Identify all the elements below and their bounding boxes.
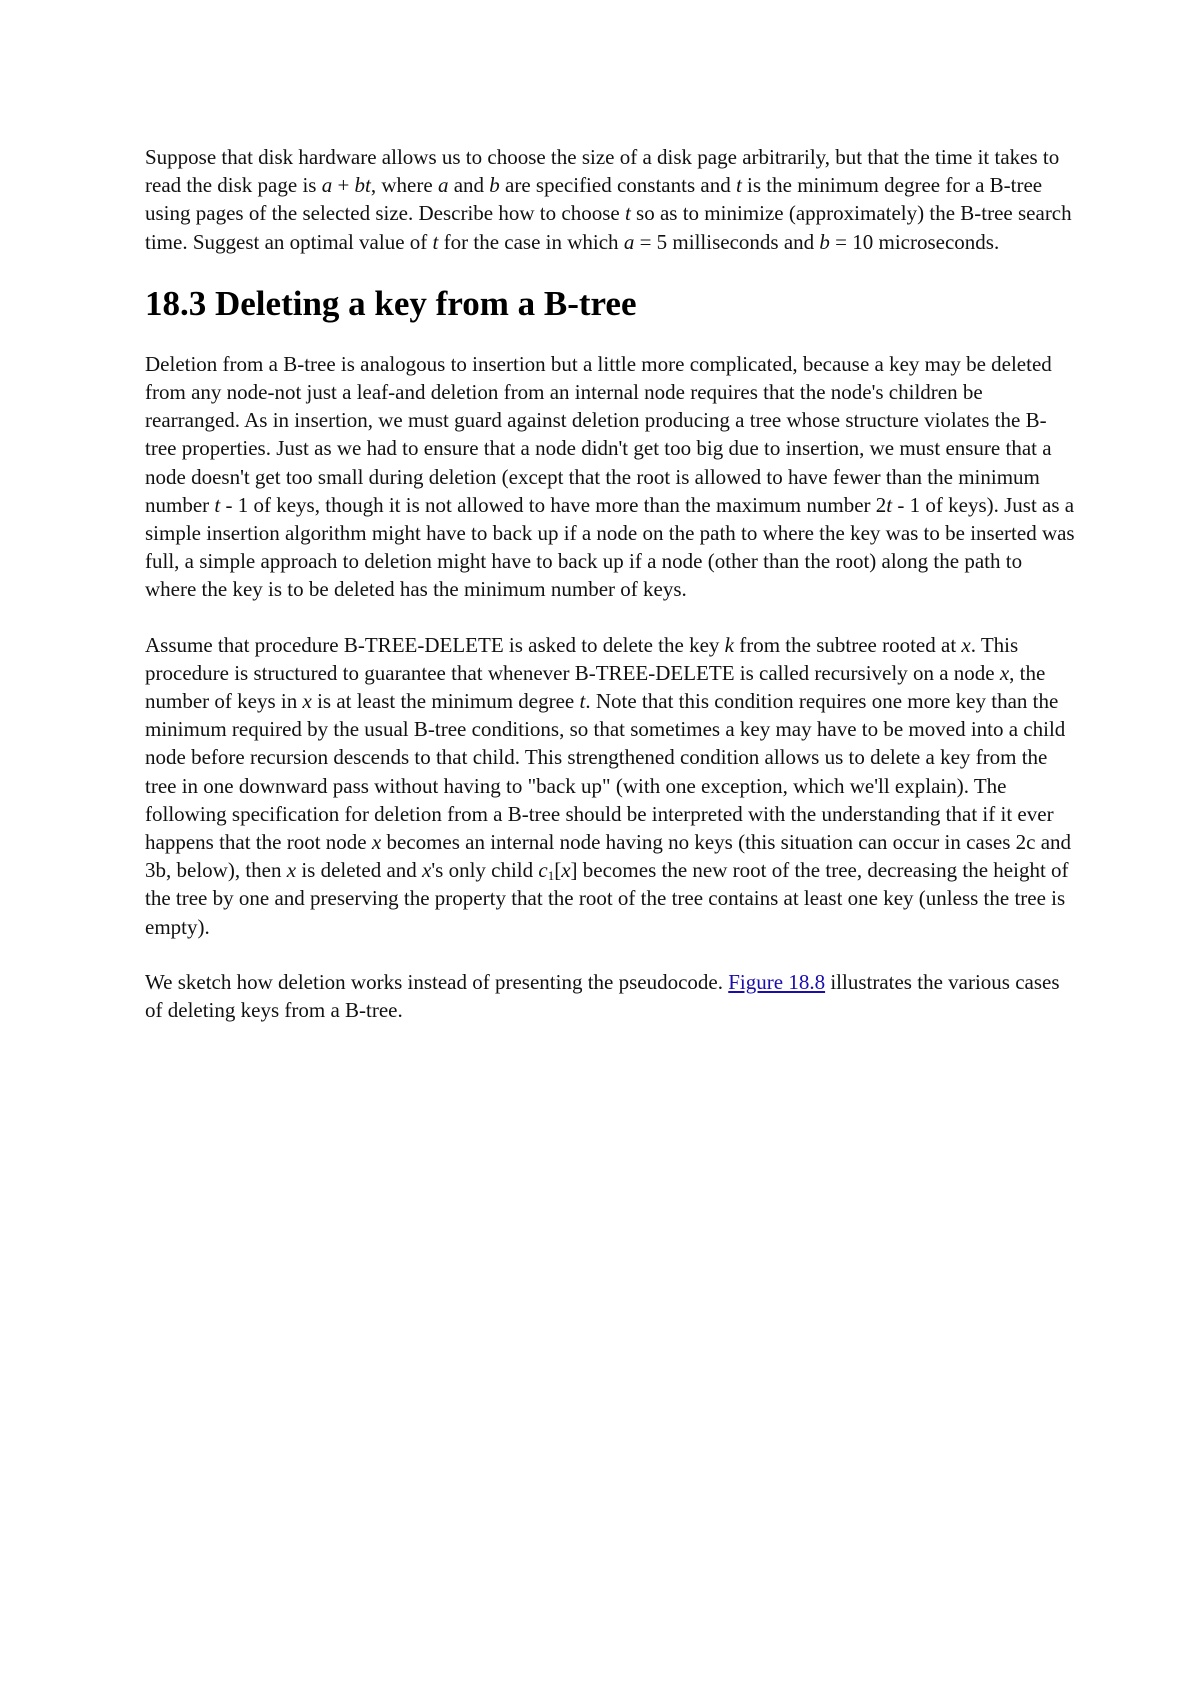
text-run: illustrates the various cases of deleting keys from a B-tree. — [145, 969, 1060, 1023]
math-var-a: a — [623, 229, 635, 254]
text-run: , where — [370, 173, 438, 198]
math-var-t: t — [214, 492, 221, 517]
text-run: ] becomes the new root of the tree, decreasing the height of the tree by one and preserving the property that the root of the tree contains at least one key (unless the tree is empty). — [145, 858, 1069, 939]
math-var-x: x — [302, 689, 312, 714]
text-run: 's only child — [431, 858, 539, 883]
text-run: is deleted and — [296, 858, 423, 883]
text-run: . This procedure is structured to guarantee that whenever B-TREE-DELETE is called recursively on a node — [145, 632, 1019, 685]
math-var-x: x — [999, 660, 1010, 685]
math-var-t: t — [735, 173, 742, 198]
text-run: = 10 microseconds. — [829, 229, 1000, 254]
paragraph-exercise — [145, 143, 1075, 256]
math-var-a: a — [321, 173, 333, 198]
text-run: + — [332, 173, 355, 198]
text-run: so as to minimize (approximately) the B-tree search time. Suggest an optimal value of — [145, 201, 1072, 254]
text-run: becomes an internal node having no keys (this situation can occur in cases 2c and 3b, below), then — [145, 830, 1072, 883]
text-run: from the subtree rooted at — [733, 632, 962, 657]
text-run: = 5 milliseconds and — [634, 229, 820, 254]
math-var-bt: bt — [354, 173, 371, 198]
paragraph-deletion-intro — [145, 350, 1075, 604]
text-run: is the minimum degree for a B-tree using pages of the selected size. Describe how to choose — [145, 173, 1043, 226]
paragraph-b-tree-delete — [145, 631, 1075, 941]
section-heading: 18.3 Deleting a key from a B-tree — [145, 283, 637, 323]
paragraph-figure-reference — [145, 968, 1075, 1024]
text-run: and — [448, 173, 490, 198]
text-run: Suppose that disk hardware allows us to choose the size of a disk page arbitrarily, but that the time it takes to read the disk page is — [145, 145, 1060, 198]
math-var-k: k — [724, 632, 734, 657]
text-run: . Note that this condition requires one more key than the minimum required by the usual B-tree conditions, so that sometimes a key may have to be moved into a child node before recursion descends to that child. This strengthened condition allows us to delete a key from the tree in one downward pass without having to "back up" (with one exception, which we'll explain). The following specification for deletion from a B-tree should be interpreted with the understanding that if it ever happens that the root node — [145, 689, 1066, 855]
math-var-x: x — [371, 830, 382, 855]
text-run: is at least the minimum degree — [311, 689, 580, 714]
document-page — [145, 143, 1075, 1051]
text-run: - 1 of keys, though it is not allowed to have more than the maximum number 2 — [220, 492, 887, 517]
text-run: - 1 of keys). Just as a simple insertion algorithm might have to back up if a node on the path to where the key was to be inserted was full, a simple approach to deletion might have to back up if a node (other than the root) along the path to where the key is to be deleted has the minimum number of keys. — [145, 492, 1075, 602]
math-var-b: b — [489, 173, 500, 198]
figure-18-8-link[interactable]: Figure 18.8 — [728, 969, 826, 994]
math-var-c: c — [538, 858, 548, 883]
text-run: are specified constants and — [499, 173, 736, 198]
math-var-x: x — [561, 858, 571, 883]
math-var-x: x — [286, 858, 297, 883]
math-var-t: t — [886, 492, 893, 517]
text-run: , the number of keys in — [145, 660, 1046, 714]
text-run: Assume that procedure B-TREE-DELETE is asked to delete the key — [145, 632, 725, 657]
math-var-x: x — [422, 858, 432, 883]
math-var-t: t — [579, 689, 586, 714]
math-var-t: t — [624, 201, 631, 226]
text-run: for the case in which — [438, 229, 624, 254]
text-run: [ — [554, 858, 562, 883]
math-var-b: b — [819, 229, 830, 254]
text-run: Deletion from a B-tree is analogous to insertion but a little more complicated, because a key may be deleted from any node-not just a leaf-and deletion from an internal node requires that the node's children be rearranged. As in insertion, we must guard against deletion producing a tree whose structure violates the B-tree properties. Just as we had to ensure that a node didn't get too big due to insertion, we must ensure that a node doesn't get too small during deletion (except that the root is allowed to have fewer than the minimum number — [145, 351, 1052, 517]
math-var-t: t — [432, 229, 439, 254]
math-subscript: 1 — [547, 868, 555, 884]
text-run: We sketch how deletion works instead of presenting the pseudocode. — [145, 969, 729, 994]
math-var-x: x — [961, 632, 971, 657]
math-var-a: a — [437, 173, 449, 198]
